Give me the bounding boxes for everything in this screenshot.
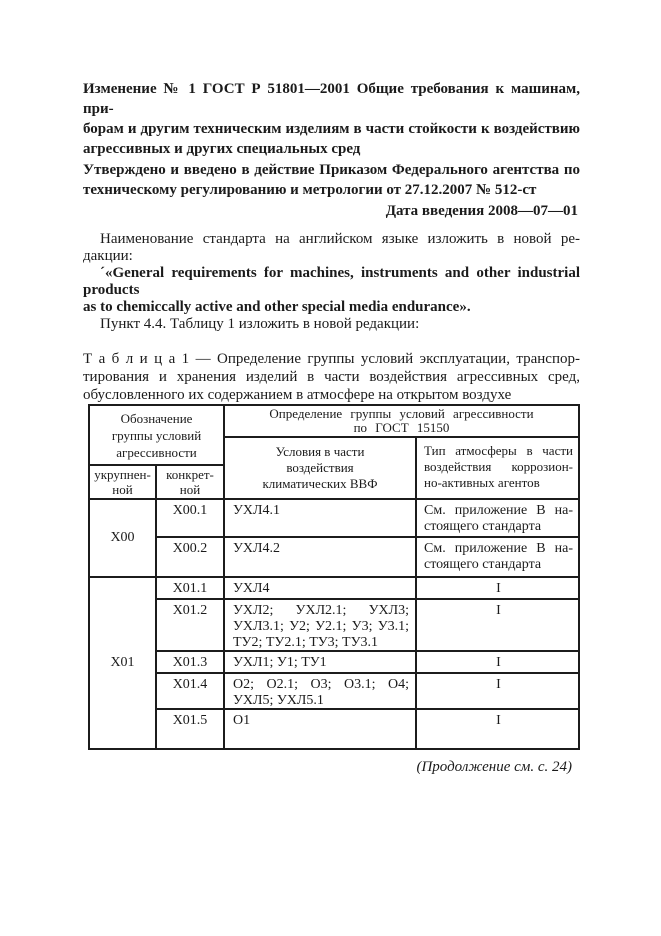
header-enlarged-column: укрупнен- ной (90, 466, 157, 498)
code-cell: Х01.2 (157, 600, 225, 650)
table-row (157, 500, 578, 538)
code-cell: Х01.1 (157, 578, 225, 598)
table-group-x00 (90, 500, 578, 578)
intro-paragraph: Наименование стандарта на английском языке изложить в новой ре- дакции: (83, 231, 580, 264)
amendment-title: Изменение № 1 ГОСТ Р 51801—2001 Общие требования к машинам, при- борам и другим техническим изделиям в части стойкости к воздействию агрессивных и других специальных сред (83, 81, 580, 157)
group-rows (157, 578, 578, 748)
conditions-cell: УХЛ4.1 (225, 500, 417, 536)
header-definition-group: Определение группы условий агрессивности по ГОСТ 15150 (225, 406, 578, 438)
atmosphere-cell: См. приложение В на- стоящего стандарта (424, 503, 573, 534)
table-header (90, 406, 578, 500)
header-designation-section (90, 406, 225, 498)
page-content (83, 0, 580, 776)
group-rows (157, 500, 578, 576)
effective-date: Дата введения 2008—07—01 (385, 203, 578, 219)
header-atmosphere-type-column: Тип атмосферы в части воздействия коррозион- но-активных агентов (424, 443, 573, 490)
continuation-note: (Продолжение см. с. 24) (416, 759, 572, 775)
atmosphere-cell: См. приложение В на- стоящего стандарта (424, 541, 573, 572)
table-row (157, 674, 578, 710)
english-title: ´«General requirements for machines, instruments and other industrial products as to chemiccally active and other special media endurance». (83, 265, 580, 315)
atmosphere-cell: I (496, 603, 501, 618)
header-designation-subrow (90, 466, 223, 498)
header-definition-subrow (225, 438, 578, 498)
conditions-cell: УХЛ4.2 (225, 538, 417, 576)
approval-statement: Утверждено и введено в действие Приказом Федерального агентства по техническому регулированию и метрологии от 27.12.2007 № 512-ст (83, 162, 580, 198)
atmosphere-cell: I (496, 713, 501, 728)
code-cell: Х00.1 (157, 500, 225, 536)
table-caption: Т а б л и ц а 1 — Определение группы условий эксплуатации, транспор- тирования и хранения изделий в части воздействия агрессивных сред, обусловленного их содержанием в атмосфере на открытом воздухе (83, 351, 580, 403)
table-row (157, 710, 578, 748)
header-climatic-conditions-column: Условия в части воздействия климатических ВВФ (225, 438, 417, 498)
code-cell: Х00.2 (157, 538, 225, 576)
atmosphere-cell: I (496, 581, 501, 596)
code-cell: Х01.3 (157, 652, 225, 672)
conditions-cell: УХЛ2; УХЛ2.1; УХЛ3; УХЛ3.1; У2; У2.1; У3; У3.1; ТУ2; ТУ2.1; ТУ3; ТУ3.1 (225, 600, 417, 650)
aggressiveness-conditions-table (88, 404, 580, 750)
clause-reference: Пункт 4.4. Таблицу 1 изложить в новой редакции: (100, 316, 420, 332)
header-specific-column: конкрет- ной (166, 467, 214, 497)
conditions-cell: О2; О2.1; О3; О3.1; О4; УХЛ5; УХЛ5.1 (225, 674, 417, 708)
code-cell: Х01.5 (157, 710, 225, 748)
table-row (157, 538, 578, 576)
header-definition-section (225, 406, 578, 498)
header-designation-group: Обозначение группы условий агрессивности (90, 406, 223, 466)
atmosphere-cell: I (496, 677, 501, 692)
group-id-cell: Х01 (90, 578, 157, 748)
group-id-cell: Х00 (90, 500, 157, 576)
conditions-cell: УХЛ4 (225, 578, 417, 598)
atmosphere-cell: I (496, 655, 501, 670)
table-row (157, 652, 578, 674)
table-row (157, 600, 578, 652)
table-row (157, 578, 578, 600)
conditions-cell: УХЛ1; У1; ТУ1 (225, 652, 417, 672)
code-cell: Х01.4 (157, 674, 225, 708)
table-group-x01 (90, 578, 578, 748)
conditions-cell: О1 (225, 710, 417, 748)
